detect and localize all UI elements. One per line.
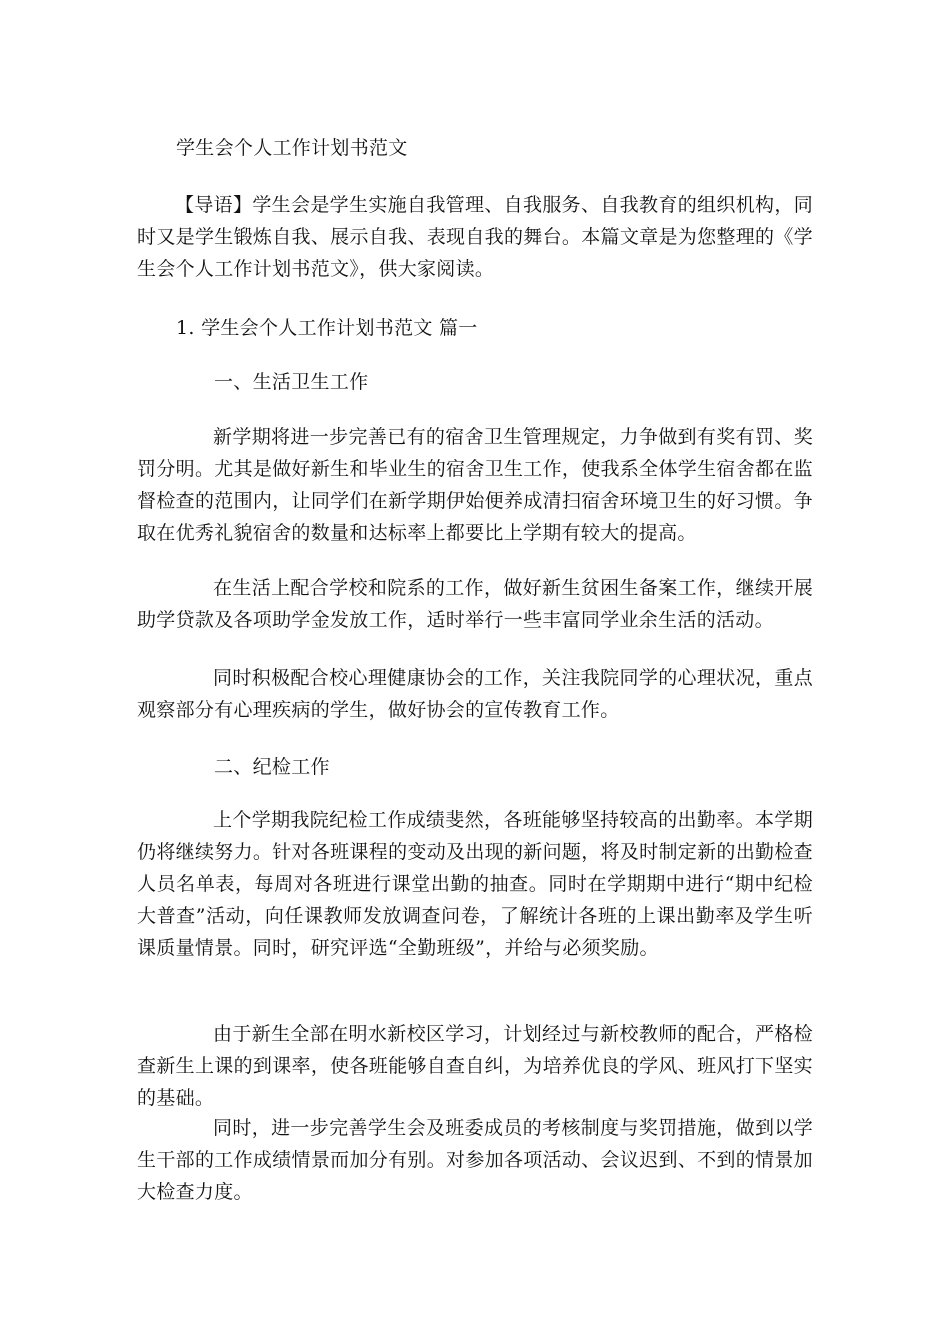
section-title: 1. 学生会个人工作计划书范文 篇一: [176, 317, 478, 339]
paragraph-hygiene-2: 在生活上配合学校和院系的工作，做好新生贫困生备案工作，继续开展助学贷款及各项助学金发放工作，适时举行一些丰富同学业余生活的活动。: [137, 577, 813, 631]
document-title: 学生会个人工作计划书范文: [176, 137, 408, 159]
paragraph-discipline-3: 同时，进一步完善学生会及班委成员的考核制度与奖罚措施，做到以学生干部的工作成绩情景而加分有别。对参加各项活动、会议迟到、不到的情景加大检查力度。: [137, 1117, 813, 1203]
intro-paragraph: 【导语】学生会是学生实施自我管理、自我服务、自我教育的组织机构，同时又是学生锻炼自我、展示自我、表现自我的舞台。本篇文章是为您整理的《学生会个人工作计划书范文》，供大家阅读。: [137, 194, 813, 280]
heading-hygiene: 一、生活卫生工作: [214, 371, 369, 393]
paragraph-discipline-2: 由于新生全部在明水新校区学习，计划经过与新校教师的配合，严格检查新生上课的到课率，使各班能够自查自纠，为培养优良的学风、班风打下坚实的基础。: [137, 1023, 813, 1109]
paragraph-hygiene-1: 新学期将进一步完善已有的宿舍卫生管理规定，力争做到有奖有罚、奖罚分明。尤其是做好新生和毕业生的宿舍卫生工作，使我系全体学生宿舍都在监督检查的范围内，让同学们在新学期伊始便养成清扫宿舍环境卫生的好习惯。争取在优秀礼貌宿舍的数量和达标率上都要比上学期有较大的提高。: [137, 426, 813, 544]
heading-discipline: 二、纪检工作: [214, 756, 330, 778]
paragraph-discipline-1: 上个学期我院纪检工作成绩斐然，各班能够坚持较高的出勤率。本学期仍将继续努力。针对各班课程的变动及出现的新问题，将及时制定新的出勤检查人员名单表，每周对各班进行课堂出勤的抽查。同时在学期期中进行“期中纪检大普查”活动，向任课教师发放调查问卷，了解统计各班的上课出勤率及学生听课质量情景。同时，研究评选“全勤班级”，并给与必须奖励。: [137, 809, 813, 959]
paragraph-hygiene-3: 同时积极配合校心理健康协会的工作，关注我院同学的心理状况，重点观察部分有心理疾病的学生，做好协会的宣传教育工作。: [137, 667, 813, 721]
